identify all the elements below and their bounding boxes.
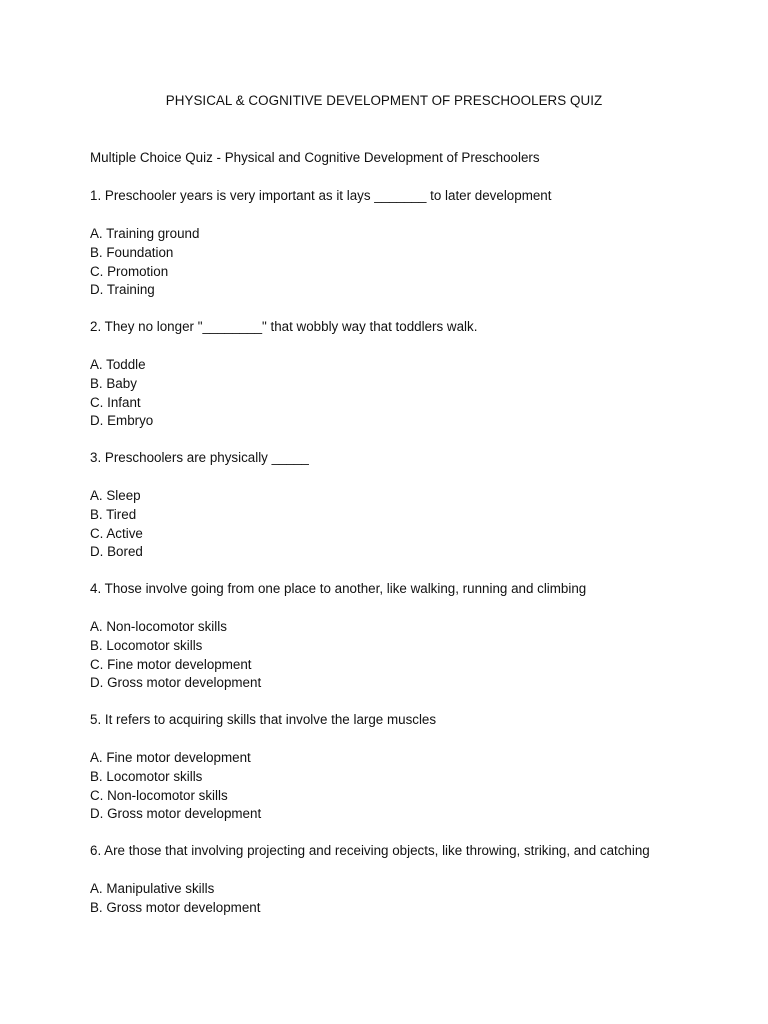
question-2-text: 2. They no longer "________" that wobbly way that toddlers walk. [90, 319, 478, 334]
question-4-option-d: D. Gross motor development [90, 675, 262, 691]
question-5-text: 5. It refers to acquiring skills that involve the large muscles [90, 712, 437, 727]
question-5-options [90, 749, 750, 824]
question-4 [90, 581, 750, 693]
question-6-option-a: A. Manipulative skills [90, 881, 215, 896]
question-3-option-b: B. Tired [90, 506, 137, 522]
question-3 [90, 450, 750, 562]
question-4-text: 4. Those involve going from one place to another, like walking, running and climbing [90, 581, 587, 596]
question-2 [90, 319, 750, 431]
question-6-options [90, 880, 750, 918]
question-3-options [90, 487, 750, 562]
quiz-subtitle: Multiple Choice Quiz - Physical and Cognitive Development of Preschoolers [90, 150, 540, 165]
question-2-option-a: A. Toddle [90, 357, 146, 372]
question-1-option-c: C. Promotion [90, 263, 169, 279]
question-5-option-d: D. Gross motor development [90, 806, 262, 822]
question-3-text: 3. Preschoolers are physically _____ [90, 450, 309, 465]
question-1-option-a: A. Training ground [90, 226, 200, 241]
question-3-option-d: D. Bored [90, 544, 143, 560]
question-1-options [90, 225, 750, 300]
question-4-option-a: A. Non-locomotor skills [90, 619, 227, 634]
question-1-option-b: B. Foundation [90, 244, 174, 260]
question-6-text: 6. Are those that involving projecting and receiving objects, like throwing, striking, and catching [90, 843, 650, 858]
question-6-option-b: B. Gross motor development [90, 899, 261, 915]
question-1-text: 1. Preschooler years is very important as it lays _______ to later development [90, 188, 552, 203]
document-title: PHYSICAL & COGNITIVE DEVELOPMENT OF PRESCHOOLERS QUIZ [165, 93, 603, 108]
question-5-option-a: A. Fine motor development [90, 750, 251, 765]
question-5-option-c: C. Non-locomotor skills [90, 787, 228, 803]
question-1 [90, 188, 750, 300]
question-6 [90, 843, 750, 918]
question-2-option-c: C. Infant [90, 394, 141, 410]
question-3-option-c: C. Active [90, 525, 143, 541]
question-1-option-d: D. Training [90, 282, 155, 298]
question-4-options [90, 618, 750, 693]
question-4-option-c: C. Fine motor development [90, 656, 252, 672]
question-5-option-b: B. Locomotor skills [90, 768, 203, 784]
question-5 [90, 712, 750, 824]
question-4-option-b: B. Locomotor skills [90, 637, 203, 653]
question-2-options [90, 356, 750, 431]
question-2-option-b: B. Baby [90, 375, 137, 391]
question-3-option-a: A. Sleep [90, 488, 141, 503]
question-2-option-d: D. Embryo [90, 413, 154, 429]
